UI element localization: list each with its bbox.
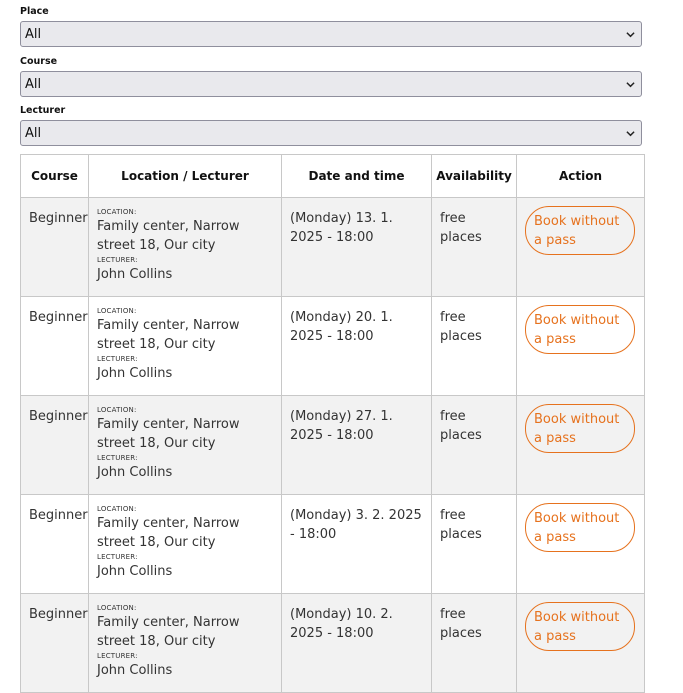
table-row <box>21 297 645 396</box>
header-date-time: Date and time <box>282 155 432 198</box>
course-select-value: All <box>25 76 42 92</box>
availability-cell: free places <box>432 594 517 693</box>
header-availability: Availability <box>432 155 517 198</box>
datetime-cell: (Monday) 13. 1. 2025 - 18:00 <box>282 198 432 297</box>
action-cell <box>517 198 645 297</box>
chevron-down-icon <box>626 129 635 138</box>
location-caption: LOCATION: <box>97 604 137 612</box>
location-lecturer-cell <box>89 297 282 396</box>
book-without-pass-button[interactable]: Book without a pass <box>525 305 635 354</box>
location-caption: LOCATION: <box>97 307 137 315</box>
location-text: Family center, Narrow street 18, Our city <box>97 219 240 253</box>
schedule-table <box>20 154 645 693</box>
book-without-pass-button[interactable]: Book without a pass <box>525 602 635 651</box>
action-cell <box>517 297 645 396</box>
lecturer-select-value: All <box>25 125 42 141</box>
location-text: Family center, Narrow street 18, Our city <box>97 516 240 550</box>
location-caption: LOCATION: <box>97 406 137 414</box>
location-lecturer-cell <box>89 594 282 693</box>
course-cell: Beginner <box>21 297 89 396</box>
lecturer-text: John Collins <box>97 267 173 282</box>
lecturer-caption: LECTURER: <box>97 256 138 264</box>
lecturer-text: John Collins <box>97 663 173 678</box>
datetime-cell: (Monday) 20. 1. 2025 - 18:00 <box>282 297 432 396</box>
lecturer-caption: LECTURER: <box>97 652 138 660</box>
place-select[interactable] <box>20 21 642 47</box>
lecturer-select[interactable] <box>20 120 642 146</box>
course-select[interactable] <box>20 71 642 97</box>
table-row <box>21 198 645 297</box>
chevron-down-icon <box>626 80 635 89</box>
action-cell <box>517 495 645 594</box>
table-header-row <box>21 155 645 198</box>
location-text: Family center, Narrow street 18, Our city <box>97 318 240 352</box>
lecturer-caption: LECTURER: <box>97 553 138 561</box>
lecturer-text: John Collins <box>97 564 173 579</box>
datetime-cell: (Monday) 27. 1. 2025 - 18:00 <box>282 396 432 495</box>
table-row <box>21 495 645 594</box>
place-label: Place <box>20 6 49 17</box>
course-cell: Beginner <box>21 396 89 495</box>
course-cell: Beginner <box>21 495 89 594</box>
header-action: Action <box>517 155 645 198</box>
action-cell <box>517 396 645 495</box>
course-cell: Beginner <box>21 198 89 297</box>
location-text: Family center, Narrow street 18, Our city <box>97 417 240 451</box>
book-without-pass-button[interactable]: Book without a pass <box>525 206 635 255</box>
location-lecturer-cell <box>89 198 282 297</box>
lecturer-label: Lecturer <box>20 105 66 116</box>
chevron-down-icon <box>626 30 635 39</box>
location-lecturer-cell <box>89 495 282 594</box>
location-caption: LOCATION: <box>97 505 137 513</box>
book-without-pass-button[interactable]: Book without a pass <box>525 503 635 552</box>
action-cell <box>517 594 645 693</box>
availability-cell: free places <box>432 198 517 297</box>
availability-cell: free places <box>432 297 517 396</box>
datetime-cell: (Monday) 10. 2. 2025 - 18:00 <box>282 594 432 693</box>
book-without-pass-button[interactable]: Book without a pass <box>525 404 635 453</box>
lecturer-caption: LECTURER: <box>97 454 138 462</box>
datetime-cell: (Monday) 3. 2. 2025 - 18:00 <box>282 495 432 594</box>
course-label: Course <box>20 56 58 67</box>
availability-cell: free places <box>432 396 517 495</box>
availability-cell: free places <box>432 495 517 594</box>
lecturer-text: John Collins <box>97 465 173 480</box>
lecturer-caption: LECTURER: <box>97 355 138 363</box>
header-location-lecturer: Location / Lecturer <box>89 155 282 198</box>
location-caption: LOCATION: <box>97 208 137 216</box>
location-lecturer-cell <box>89 396 282 495</box>
course-cell: Beginner <box>21 594 89 693</box>
table-row <box>21 594 645 693</box>
place-select-value: All <box>25 26 42 42</box>
location-text: Family center, Narrow street 18, Our city <box>97 615 240 649</box>
lecturer-text: John Collins <box>97 366 173 381</box>
header-course: Course <box>21 155 89 198</box>
table-row <box>21 396 645 495</box>
